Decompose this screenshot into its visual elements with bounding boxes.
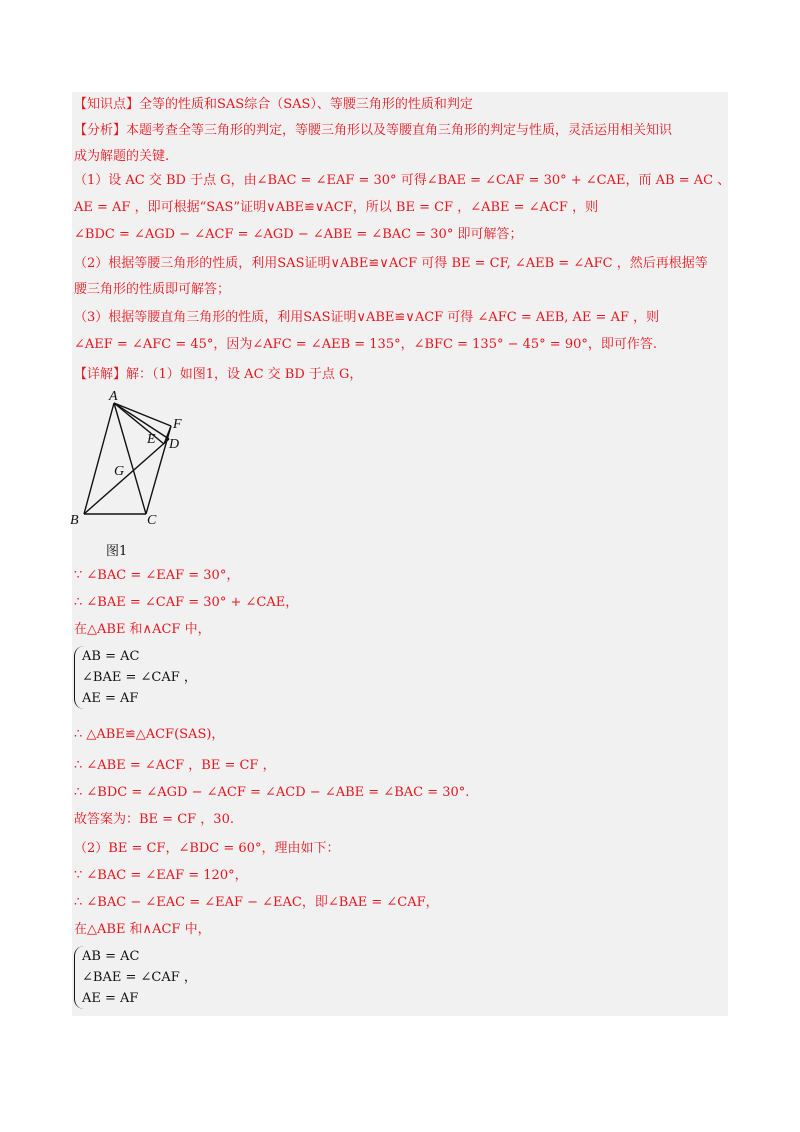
- solution-step: ∴ △ABE≌△ACF(SAS)，: [74, 727, 225, 742]
- analysis-line: 【分析】本题考查全等三角形的判定，等腰三角形以及等腰直角三角形的判定与性质，灵活运用相关知识: [74, 123, 673, 138]
- solution-step: ∴ ∠BAE = ∠CAF = 30° + ∠CAE，: [74, 595, 299, 610]
- solution-step: ∵ ∠BAC = ∠EAF = 30°，: [74, 568, 240, 583]
- segment-AB: [84, 403, 114, 514]
- equation-line: AE = AF: [82, 991, 139, 1006]
- segment-AC: [114, 403, 146, 514]
- analysis-line: 成为解题的关键.: [74, 149, 170, 164]
- geometry-figure: [66, 386, 196, 532]
- point-label-A: A: [109, 389, 118, 404]
- equation-line: AE = AF: [82, 691, 139, 706]
- segment-AF: [114, 403, 171, 426]
- part2-analysis: （2）根据等腰三角形的性质，利用SAS证明∨ABE≌∨ACF 可得 BE = CF, ∠AEB = ∠AFC ，然后再根据等: [74, 256, 708, 271]
- part1-analysis: AE = AF ，即可根据“SAS”证明∨ABE≌∨ACF，所以 BE = CF ，∠ABE = ∠ACF ，则: [74, 200, 599, 215]
- knowledge-point: 【知识点】全等的性质和SAS综合（SAS）、等腰三角形的性质和判定: [74, 97, 473, 112]
- part2-start: （2）BE = CF，∠BDC = 60°，理由如下：: [74, 841, 340, 856]
- solution-step: ∴ ∠BDC = ∠AGD − ∠ACF = ∠ACD − ∠ABE = ∠BAC = 30°.: [74, 785, 470, 800]
- answer-line: 故答案为：BE = CF ，30.: [74, 812, 234, 827]
- point-label-F: F: [173, 417, 182, 432]
- figure-caption: 图1: [106, 544, 128, 559]
- equation-line: ∠BAE = ∠CAF ，: [82, 670, 197, 685]
- equation-system-2: [74, 946, 197, 1009]
- point-label-E: E: [147, 432, 156, 447]
- solution-step: ∴ ∠BAC − ∠EAC = ∠EAF − ∠EAC，即∠BAE = ∠CAF，: [74, 895, 439, 910]
- point-label-B: B: [70, 513, 79, 528]
- part2-analysis: 腰三角形的性质即可解答；: [74, 282, 231, 297]
- solution-step: 在△ABE 和∧ACF 中，: [74, 922, 211, 937]
- point-label-D: D: [169, 437, 180, 452]
- solution-step: 在△ABE 和∧ACF 中，: [74, 622, 211, 637]
- equation-line: AB = AC: [82, 949, 140, 964]
- equation-line: AB = AC: [82, 649, 140, 664]
- part1-analysis: （1）设 AC 交 BD 于点 G，由∠BAC = ∠EAF = 30° 可得∠BAE = ∠CAF = 30° + ∠CAE，而 AB = AC 、: [74, 173, 731, 188]
- point-label-C: C: [147, 513, 157, 528]
- part3-analysis: ∠AEF = ∠AFC = 45°，因为∠AFC = ∠AEB = 135°，∠BFC = 135° − 45° = 90°，即可作答.: [74, 337, 658, 352]
- detail-intro: 【详解】解：（1）如图1，设 AC 交 BD 于点 G，: [74, 367, 363, 382]
- solution-step: ∴ ∠ABE = ∠ACF ，BE = CF ，: [74, 758, 276, 773]
- point-label-G: G: [114, 464, 125, 479]
- part3-analysis: （3）根据等腰直角三角形的性质，利用SAS证明∨ABE≌∨ACF 可得 ∠AFC = AEB, AE = AF ，则: [74, 310, 660, 325]
- solution-step: ∵ ∠BAC = ∠EAF = 120°，: [74, 868, 248, 883]
- equation-system-1: [74, 646, 197, 709]
- part1-analysis: ∠BDC = ∠AGD − ∠ACF = ∠AGD − ∠ABE = ∠BAC = 30° 即可解答；: [74, 227, 523, 242]
- segment-AE: [114, 403, 164, 444]
- equation-line: ∠BAE = ∠CAF ，: [82, 970, 197, 985]
